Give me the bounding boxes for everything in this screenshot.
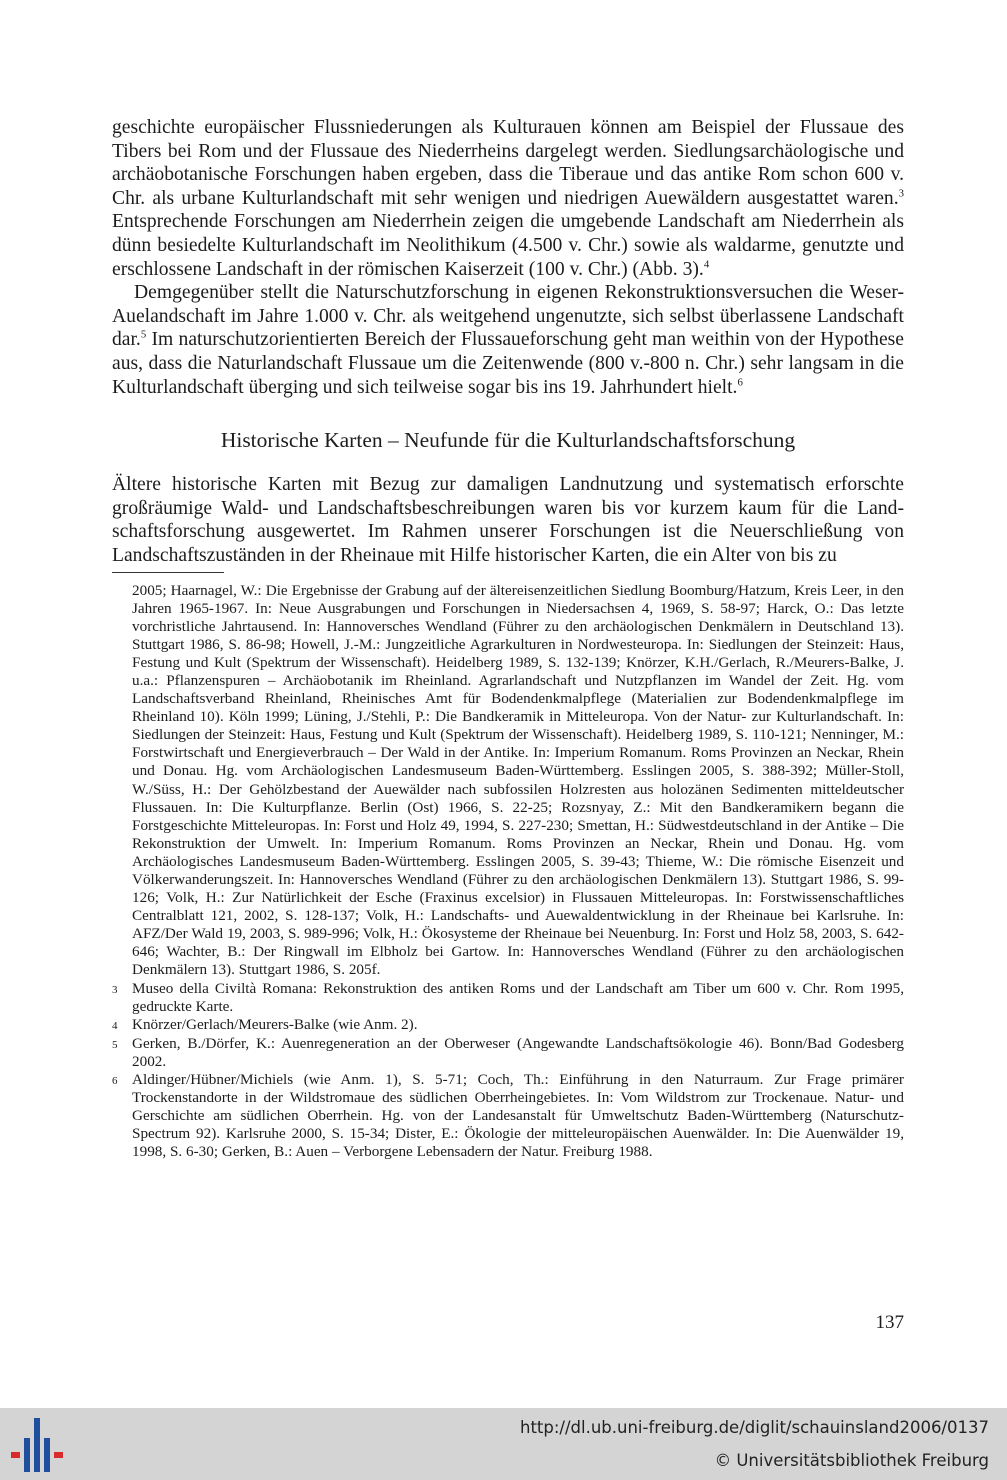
footnote-text: Knörzer/Gerlach/Meurers-Balke (wie Anm. 2).	[132, 1015, 418, 1033]
section-heading: Historische Karten – Neufunde für die Kulturlandschaftsforschung	[220, 428, 796, 453]
paragraph-2	[112, 281, 904, 399]
footer-copyright: © Universitätsbibliothek Freiburg	[714, 1451, 989, 1470]
paragraph-1	[112, 116, 904, 281]
footnote-item	[112, 1071, 904, 1161]
footnote-ref-3[interactable]: 3	[898, 187, 904, 200]
paragraph-2-cont: Im naturschutzorientierten Bereich der Flussaueforschung geht man weithin von der Hypothese aus, dass die Naturlandschaft Flussaue um die Zeitenwende (800 v.-800 n. Chr.) sehr langsam in die Kulturlandschaft überging und sich teilweise sogar bis ins 19. Jahrhundert hielt.	[112, 329, 904, 398]
footnote-text: 2005; Haarnagel, W.: Die Ergebnisse der Grabung auf der ältereisenzeitlichen Siedlung Boomburg/Hatzum, Kreis Leer, in den Jahren 1965-1967. In: Neue Ausgrabungen und Forschungen in Niedersachsen 4, 1969, S. 58-97; Harck, O.: Das letzte vorchristliche Jahrtausend. In: Hannoversches Wendland (Führer zu den archäologischen Denkmälern in Deutschland 13). Stuttgart 1986, S. 86-98; Howell, J.-M.: Jungzeitliche Agrarkulturen in Nordwesteuropa. In: Siedlungen der Steinzeit: Haus, Festung und Kult (Spektrum der Wissenschaft). Heidelberg 1989, S. 132-139; Knörzer, K.H./Gerlach, R./Meurers-Balke, J. u.a.: Pflanzenspuren – Archäobotanik im Rheinland. Agrarlandschaft und Nutzpflanzen im Wandel der Zeit. Hg. vom Landschaftsverband Rheinland, Rheinisches Amt für Bodendenkmalpflege (Materialien zur Bodendenkmalpflege im Rheinland 10). Köln 1999; Lüning, J./Stehli, P.: Die Bandkeramik in Mitteleuropa. Von der Natur- zur Kulturlandschaft. In: Siedlungen der Steinzeit: Haus, Festung und Kult (Spektrum der Wissenschaft). Heidelberg 1989, S. 110-121; Nenninger, M.: Forstwirtschaft und Energieverbrauch – Der Wald in der Antike. In: Imperium Romanum. Roms Provinzen an Neckar, Rhein und Donau. Hg. vom Archäologischen Landesmuseum Baden-Württemberg. Esslingen 2005, S. 388-392; Müller-Stoll, W./Süss, H.: Der Gehölzbestand der Auewälder nach subfossilen Holzresten aus holozänen Sedimenten mitteldeutscher Flussauen. In: Die Kulturpflanze. Berlin (Ost) 1966, S. 22-25; Rozsnyay, Z.: Mit den Bandkeramikern begann die Forstgeschichte Mitteleuropas. In: Forst und Holz 49, 1994, S. 227-230; Smettan, H.: Südwestdeutschland in der Antike – Die Rekonstruktion der Umwelt. In: Imperium Romanum. Roms Provinzen an Neckar, Rhein und Donau. Hg. vom Archäologisches Landesmuseum Baden-Württemberg. Esslingen 2005, S. 39-43; Thieme, W.: Die römische Eisenzeit und Völkerwanderungszeit. In: Hannoversches Wendland (Führer zu den archäologischen Denkmälern 13). Stuttgart 1986, S. 99-126; Volk, H.: Zur Natürlichkeit der Esche (Fraxinus excelsior) in Flussauen Mitteleuropas. In: Forstwissenschaftliches Centralblatt 121, 2002, S. 128-137; Volk, H.: Landschafts- und Auewaldentwicklung in der Rheinaue bei Karlsruhe. In: AFZ/Der Wald 19, 2003, S. 989-996; Volk, H.: Ökosysteme der Rheinaue bei Neuenburg. In: Forst und Holz 58, 2003, S. 642-646; Wachter, B.: Der Ringwall im Elbholz bei Gartow. In: Hannoversches Wendland (Führer zu den archäologischen Denkmälern 13). Stuttgart 1986, S. 205f.	[132, 581, 904, 979]
footnote-divider	[112, 572, 224, 573]
footer-url-link[interactable]: http://dl.ub.uni-freiburg.de/diglit/schauinsland2006/0137	[519, 1418, 989, 1437]
footnote-number: 4	[112, 1019, 118, 1032]
footnote-number	[112, 582, 132, 980]
footnote-text: Museo della Civiltà Romana: Rekonstruktion des antiken Roms und der Landschaft am Tiber um 600 v. Chr. Rom 1995, gedruckte Karte.	[132, 979, 904, 1015]
page-body	[112, 116, 904, 1162]
footnote-ref-4[interactable]: 4	[703, 258, 710, 271]
footnote-ref-6[interactable]: 6	[737, 376, 743, 388]
paragraph-2-text: Demgegenüber stellt die Naturschutzforschung in eigenen Rekonstruktionsversuchen die Weser-Auelandschaft im Jahre 1.000 v. Chr. als weitgehend ungenutzte, sich selbst überlassene Landschaft dar.	[112, 282, 904, 351]
footer-bar	[0, 1408, 1007, 1480]
footnote-text: Aldinger/Hübner/Michiels (wie Anm. 1), S. 5-71; Coch, Th.: Einführung in den Naturraum. Zur Frage primärer Trockenstandorte in der Wildstromaue des südlichen Oberrheingebietes. In: Vom Wildstrom zur Trockenaue. Natur- und Gerschichte am südlichen Oberrhein. Hg. von der Landesanstalt für Umweltschutz Baden-Württemberg (Naturschutz-Spectrum 92). Karlsruhe 2000, S. 15-34; Dister, E.: Ökologie der mitteleuropäischen Auenwälder. In: Die Auenwälder 19, 1998, S. 6-30; Gerken, B.: Auen – Verborgene Lebensadern der Natur. Freiburg 1988.	[132, 1071, 904, 1161]
paragraph-1-cont: Entsprechende Forschungen am Niederrhein zeigen die umgebende Landschaft am Niederrhein als dünn besiedelte Kulturlandschaft im Neolithikum (4.500 v. Chr.) sowie als waldarme, genutzte und erschlossene Landschaft in der römischen Kaiserzeit (100 v. Chr.) (Abb. 3).	[112, 211, 904, 280]
footnote-item	[112, 980, 904, 1016]
footnote-item	[112, 1035, 904, 1071]
footnote-item	[112, 1016, 904, 1035]
paragraph-3: Ältere historische Karten mit Bezug zur damaligen Landnutzung und systematisch erforschte großräumige Wald- und Landschaftsbeschreibungen waren bis vor kurzem kaum für die Landschaftsforschung ausgewertet. Im Rahmen unserer Forschungen ist die Neuerschließung von Landschaftszuständen in der Rheinaue mit Hilfe historischer Karten, die ein Alter von bis zu	[112, 474, 904, 566]
page-number: 137	[875, 1312, 904, 1333]
footnote-ref-5[interactable]: 5	[140, 328, 147, 341]
paragraph-1-text: geschichte europäischer Flussniederungen als Kulturauen können am Beispiel der Flussaue des Tibers bei Rom und der Flussaue des Niederrheins dargelegt werden. Siedlungsarchäologische und archäobotanische Forschungen haben ergeben, dass die Tiberaue und das antike Rom schon 600 v. Chr. als urbane Kulturlandschaft mit sehr wenigen und niedrigen Auewäldern ausgestattet waren.	[112, 117, 904, 209]
footnote-number: 3	[112, 983, 118, 996]
footnote-number: 6	[112, 1075, 118, 1088]
footnote-number: 5	[112, 1038, 118, 1051]
footnote-item	[112, 582, 904, 980]
footnote-text: Gerken, B./Dörfer, K.: Auenregeneration an der Oberweser (Angewandte Landschaftsökologie 46). Bonn/Bad Godesberg 2002.	[132, 1034, 904, 1070]
footnotes	[112, 582, 904, 1162]
library-logo-icon	[11, 1416, 63, 1474]
